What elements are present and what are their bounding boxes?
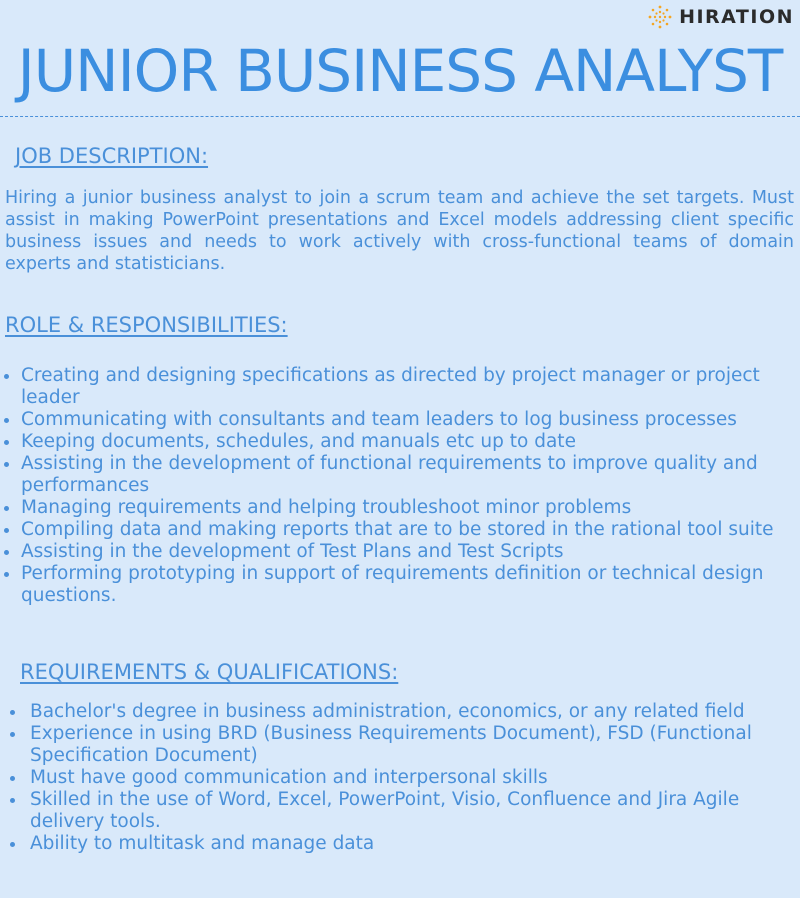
requirements-list <box>30 701 796 855</box>
list-item: Must have good communication and interpersonal skills <box>30 767 796 789</box>
list-item: Compiling data and making reports that are to be stored in the rational tool suite <box>21 519 796 541</box>
list-item: Performing prototyping in support of requirements definition or technical design questions. <box>21 563 796 607</box>
hiration-logo <box>647 4 794 30</box>
requirements-heading: REQUIREMENTS & QUALIFICATIONS: <box>20 660 399 684</box>
job-description-text: Hiring a junior business analyst to join a scrum team and achieve the set targets. Must assist in making PowerPoint presentations and Excel models addressing client specific business issues and needs to work actively with cross-functional teams of domain experts and statisticians. <box>5 188 794 274</box>
list-item: Experience in using BRD (Business Requirements Document), FSD (Functional Specification Document) <box>30 723 796 767</box>
roles-heading: ROLE & RESPONSIBILITIES: <box>5 313 288 337</box>
page-title: JUNIOR BUSINESS ANALYST <box>17 37 783 105</box>
list-item: Ability to multitask and manage data <box>30 833 796 855</box>
list-item: Assisting in the development of functional requirements to improve quality and performances <box>21 453 796 497</box>
list-item: Managing requirements and helping troubleshoot minor problems <box>21 497 796 519</box>
job-description-heading: JOB DESCRIPTION: <box>15 144 209 168</box>
hiration-logo-icon <box>647 4 673 30</box>
list-item: Bachelor's degree in business administration, economics, or any related field <box>30 701 796 723</box>
list-item: Keeping documents, schedules, and manuals etc up to date <box>21 431 796 453</box>
list-item: Creating and designing specifications as directed by project manager or project leader <box>21 365 796 409</box>
list-item: Skilled in the use of Word, Excel, PowerPoint, Visio, Confluence and Jira Agile delivery tools. <box>30 789 796 833</box>
list-item: Communicating with consultants and team leaders to log business processes <box>21 409 796 431</box>
logo-text: HIRATION <box>679 6 794 28</box>
title-divider <box>0 116 800 117</box>
roles-list <box>21 365 796 607</box>
list-item: Assisting in the development of Test Plans and Test Scripts <box>21 541 796 563</box>
